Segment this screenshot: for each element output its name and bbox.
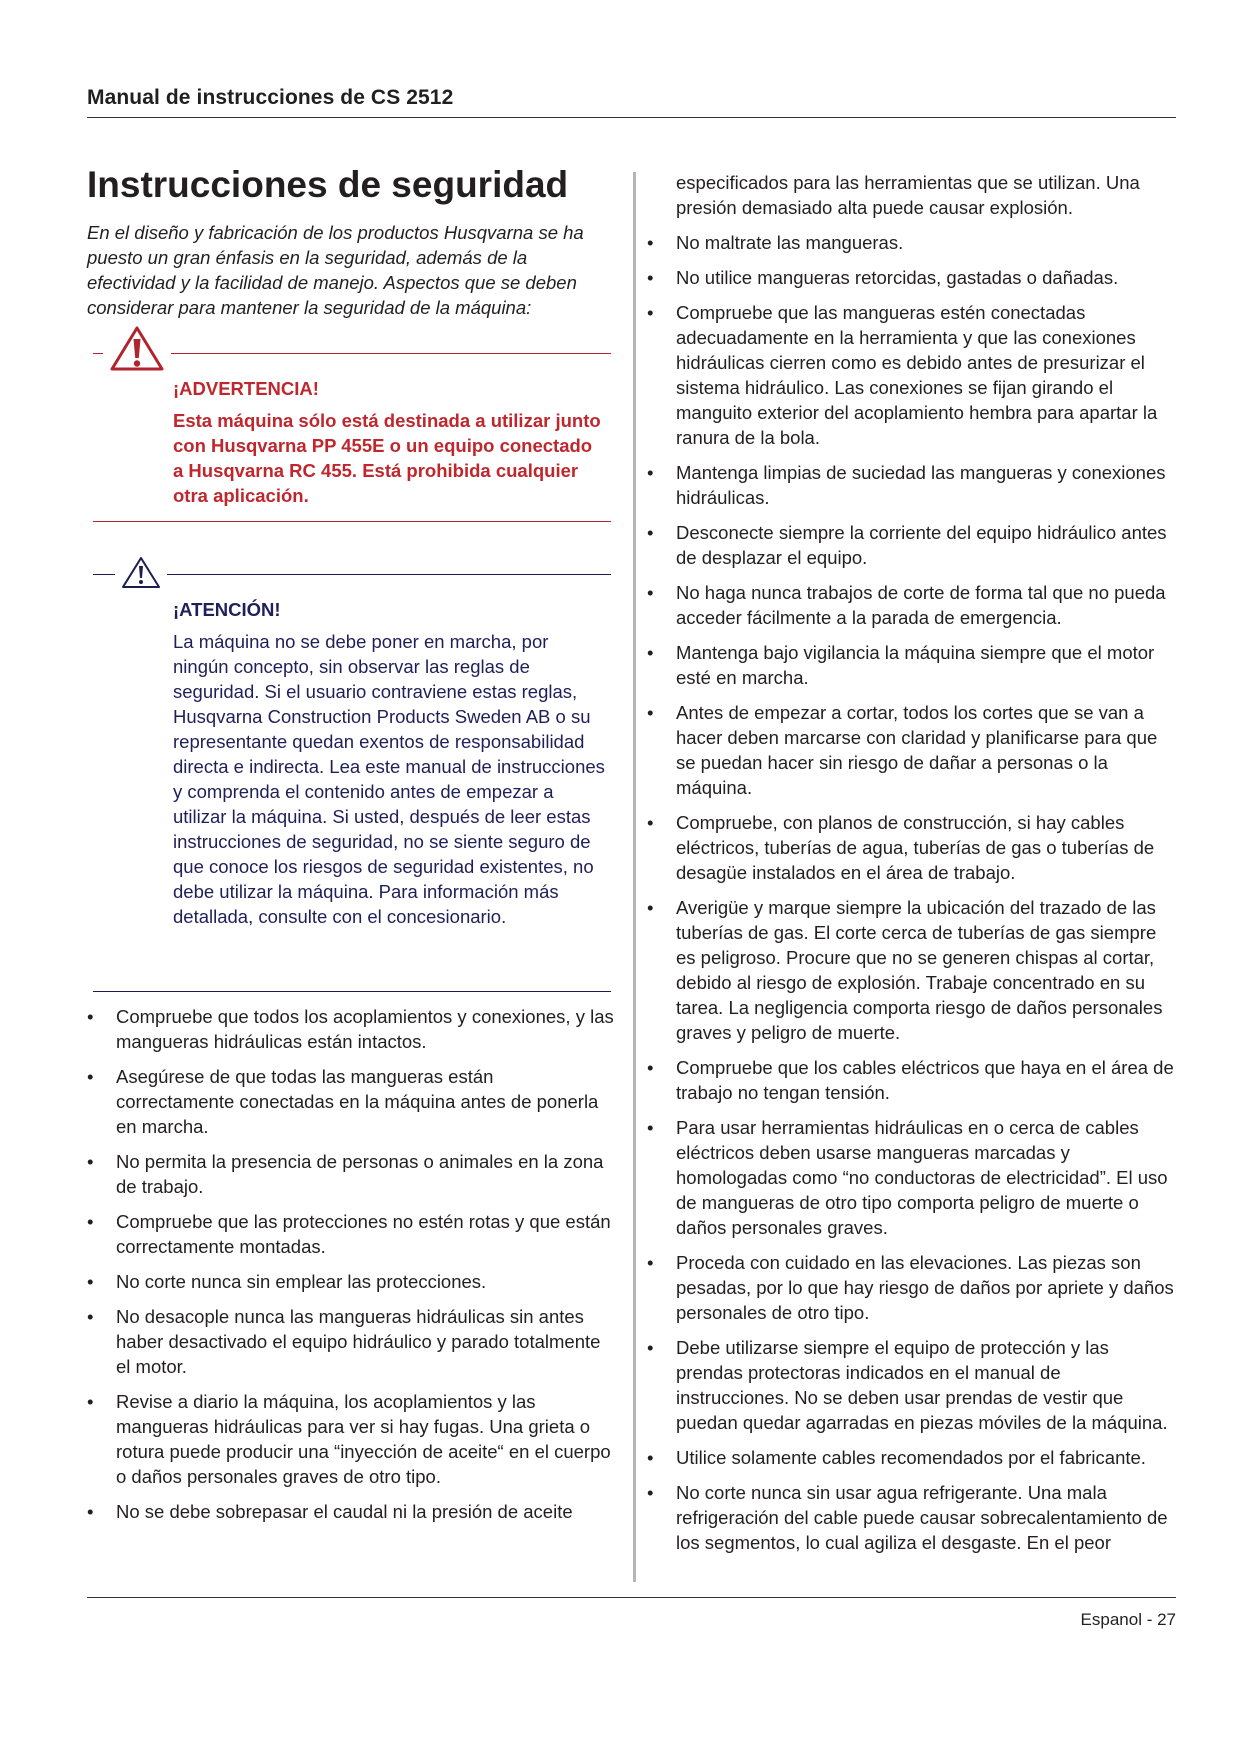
list-item bbox=[647, 640, 1177, 690]
warning-title: ¡ADVERTENCIA! bbox=[173, 378, 319, 399]
list-item bbox=[647, 265, 1177, 290]
warning-box bbox=[93, 338, 611, 533]
list-item bbox=[647, 1115, 1177, 1240]
attention-bottom-rule bbox=[93, 991, 611, 992]
bullet-icon: • bbox=[87, 1151, 94, 1172]
attention-box bbox=[93, 559, 611, 1004]
bullet-icon: • bbox=[647, 1117, 654, 1138]
list-item-text: Antes de empezar a cortar, todos los cortes que se van a hacer deben marcarse con claridad y planificarse para que se puedan hacer sin riesgo de dañar a personas o la máquina. bbox=[676, 702, 1158, 798]
list-item bbox=[647, 1055, 1177, 1105]
bullet-icon: • bbox=[647, 462, 654, 483]
bullet-icon: • bbox=[647, 1252, 654, 1273]
continued-paragraph: especificados para las herramientas que se utilizan. Una presión demasiado alta puede causar explosión. bbox=[676, 172, 1140, 218]
warning-triangle-icon bbox=[109, 325, 165, 373]
list-item bbox=[647, 300, 1177, 450]
list-item bbox=[647, 810, 1177, 885]
bullet-icon: • bbox=[647, 702, 654, 723]
list-item-text: Compruebe que todos los acoplamientos y conexiones, y las mangueras hidráulicas están intactos. bbox=[116, 1006, 614, 1052]
list-item-text: No permita la presencia de personas o animales en la zona de trabajo. bbox=[116, 1151, 604, 1197]
bullet-icon: • bbox=[647, 812, 654, 833]
list-item bbox=[647, 1335, 1177, 1435]
bullet-icon: • bbox=[87, 1306, 94, 1327]
list-item bbox=[87, 1304, 615, 1379]
bullet-icon: • bbox=[87, 1211, 94, 1232]
list-item-text: Averigüe y marque siempre la ubicación del trazado de las tuberías de gas. El corte cerca de tuberías de gas siempre es peligroso. Procure que no se generen chispas al cortar, debido al riesgo de explosión. Trabaje concentrado en su tarea. La negligencia comporta riesgo de daños personales graves y peligro de muerte. bbox=[676, 897, 1163, 1043]
warning-icon-wrap bbox=[103, 325, 171, 378]
bullet-icon: • bbox=[87, 1066, 94, 1087]
list-item bbox=[87, 1149, 615, 1199]
bullet-icon: • bbox=[647, 1057, 654, 1078]
list-item bbox=[87, 1209, 615, 1259]
list-item-text: No se debe sobrepasar el caudal ni la presión de aceite bbox=[116, 1501, 573, 1522]
list-item bbox=[87, 1064, 615, 1139]
list-item-text: Proceda con cuidado en las elevaciones. Las piezas son pesadas, por lo que hay riesgo de daños por apriete y daños personales de otro tipo. bbox=[676, 1252, 1174, 1323]
list-item-text: Para usar herramientas hidráulicas en o cerca de cables eléctricos deben usarse mangueras marcadas y homologadas como “no conductoras de electricidad”. El uso de mangueras de otro tipo comporta peligro de muerte o daños personales graves. bbox=[676, 1117, 1168, 1238]
bullet-icon: • bbox=[647, 897, 654, 918]
bullet-icon: • bbox=[87, 1006, 94, 1027]
list-item bbox=[647, 1250, 1177, 1325]
attention-icon-wrap bbox=[115, 556, 167, 595]
list-item-text: Mantenga bajo vigilancia la máquina siempre que el motor esté en marcha. bbox=[676, 642, 1155, 688]
bullet-icon: • bbox=[87, 1391, 94, 1412]
section-title: Instrucciones de seguridad bbox=[87, 164, 569, 205]
list-item-text: No utilice mangueras retorcidas, gastadas o dañadas. bbox=[676, 267, 1119, 288]
page-number: Espanol - 27 bbox=[1080, 1610, 1176, 1629]
attention-triangle-icon bbox=[121, 556, 161, 590]
list-item bbox=[647, 520, 1177, 570]
bullet-icon: • bbox=[647, 522, 654, 543]
list-item-text: No haga nunca trabajos de corte de forma tal que no pueda acceder fácilmente a la parada de emergencia. bbox=[676, 582, 1166, 628]
bullet-icon: • bbox=[647, 1447, 654, 1468]
list-item-text: No maltrate las mangueras. bbox=[676, 232, 904, 253]
bullet-icon: • bbox=[647, 642, 654, 663]
list-item-text: No corte nunca sin usar agua refrigerante. Una mala refrigeración del cable puede causar sobrecalentamiento de los segmentos, lo cual agiliza el desgaste. En el peor bbox=[676, 1482, 1168, 1553]
left-column bbox=[87, 160, 615, 1534]
list-item bbox=[87, 1499, 615, 1524]
list-item-text: Compruebe que los cables eléctricos que haya en el área de trabajo no tengan tensión. bbox=[676, 1057, 1174, 1103]
list-item-text: Compruebe que las protecciones no estén rotas y que están correctamente montadas. bbox=[116, 1211, 611, 1257]
list-item bbox=[647, 230, 1177, 255]
list-item bbox=[87, 1389, 615, 1489]
list-item-text: No corte nunca sin emplear las protecciones. bbox=[116, 1271, 487, 1292]
list-item-text: Compruebe que las mangueras estén conectadas adecuadamente en la herramienta y que las conexiones hidráulicas cierren como es debido antes de presurizar el sistema hidráulico. Las conexiones se fijan girando el manguito exterior del acoplamiento hembra para apartar la ranura de la bola. bbox=[676, 302, 1158, 448]
bullet-icon: • bbox=[647, 1482, 654, 1503]
bullet-icon: • bbox=[647, 582, 654, 603]
list-item-text: Utilice solamente cables recomendados por el fabricante. bbox=[676, 1447, 1146, 1468]
list-item bbox=[87, 1269, 615, 1294]
bullet-icon: • bbox=[647, 302, 654, 323]
list-item bbox=[647, 580, 1177, 630]
left-bullet-list bbox=[87, 1004, 615, 1524]
bullet-icon: • bbox=[647, 267, 654, 288]
section-intro: En el diseño y fabricación de los productos Husqvarna se ha puesto un gran énfasis en la seguridad, además de la efectividad y la facilidad de manejo. Aspectos que se deben considerar para mantener la seguridad de la máquina: bbox=[87, 222, 584, 318]
bullet-icon: • bbox=[647, 232, 654, 253]
list-item bbox=[647, 895, 1177, 1045]
warning-bottom-rule bbox=[93, 521, 611, 522]
list-item bbox=[647, 460, 1177, 510]
footer-divider bbox=[87, 1597, 1176, 1598]
list-item-text: Desconecte siempre la corriente del equipo hidráulico antes de desplazar el equipo. bbox=[676, 522, 1167, 568]
attention-title: ¡ATENCIÓN! bbox=[173, 599, 281, 620]
bullet-icon: • bbox=[647, 1337, 654, 1358]
right-column bbox=[647, 170, 1177, 1565]
list-item-text: Revise a diario la máquina, los acoplamientos y las mangueras hidráulicas para ver si hay fugas. Una grieta o rotura puede producir una “inyección de aceite“ en el cuerpo o daños personales graves de otro tipo. bbox=[116, 1391, 611, 1487]
attention-top-rule bbox=[93, 574, 611, 575]
list-item bbox=[87, 1004, 615, 1054]
attention-text: La máquina no se debe poner en marcha, por ningún concepto, sin observar las reglas de seguridad. Si el usuario contraviene estas reglas, Husqvarna Construction Products Sweden AB o su representante quedan exentos de responsabilidad directa e indirecta. Lea este manual de instrucciones y comprenda el contenido antes de empezar a utilizar la máquina. Si usted, después de leer estas instrucciones de seguridad, no se siente seguro de que conoce los riesgos de seguridad existentes, no debe utilizar la máquina. Para información más detallada, consulte con el concesionario. bbox=[173, 631, 605, 927]
list-item-text: Mantenga limpias de suciedad las mangueras y conexiones hidráulicas. bbox=[676, 462, 1166, 508]
list-item-text: Asegúrese de que todas las mangueras están correctamente conectadas en la máquina antes de ponerla en marcha. bbox=[116, 1066, 599, 1137]
list-item-text: No desacople nunca las mangueras hidráulicas sin antes haber desactivado el equipo hidráulico y parado totalmente el motor. bbox=[116, 1306, 601, 1377]
warning-text: Esta máquina sólo está destinada a utilizar junto con Husqvarna PP 455E o un equipo conectado a Husqvarna RC 455. Está prohibida cualquier otra aplicación. bbox=[173, 410, 601, 506]
list-item bbox=[647, 1445, 1177, 1470]
column-divider bbox=[633, 172, 636, 1582]
list-item-text: Compruebe, con planos de construcción, si hay cables eléctricos, tuberías de agua, tuberías de gas o tuberías de desagüe instalados en el área de trabajo. bbox=[676, 812, 1155, 883]
bullet-icon: • bbox=[87, 1271, 94, 1292]
document-header-title: Manual de instrucciones de CS 2512 bbox=[87, 86, 454, 109]
list-item-text: Debe utilizarse siempre el equipo de protección y las prendas protectoras indicados en el manual de instrucciones. No se deben usar prendas de vestir que puedan quedar agarradas en piezas móviles de la máquina. bbox=[676, 1337, 1168, 1433]
bullet-icon: • bbox=[87, 1501, 94, 1522]
right-bullet-list bbox=[647, 230, 1177, 1555]
list-item bbox=[647, 1480, 1177, 1555]
list-item bbox=[647, 700, 1177, 800]
header-divider bbox=[87, 117, 1176, 118]
